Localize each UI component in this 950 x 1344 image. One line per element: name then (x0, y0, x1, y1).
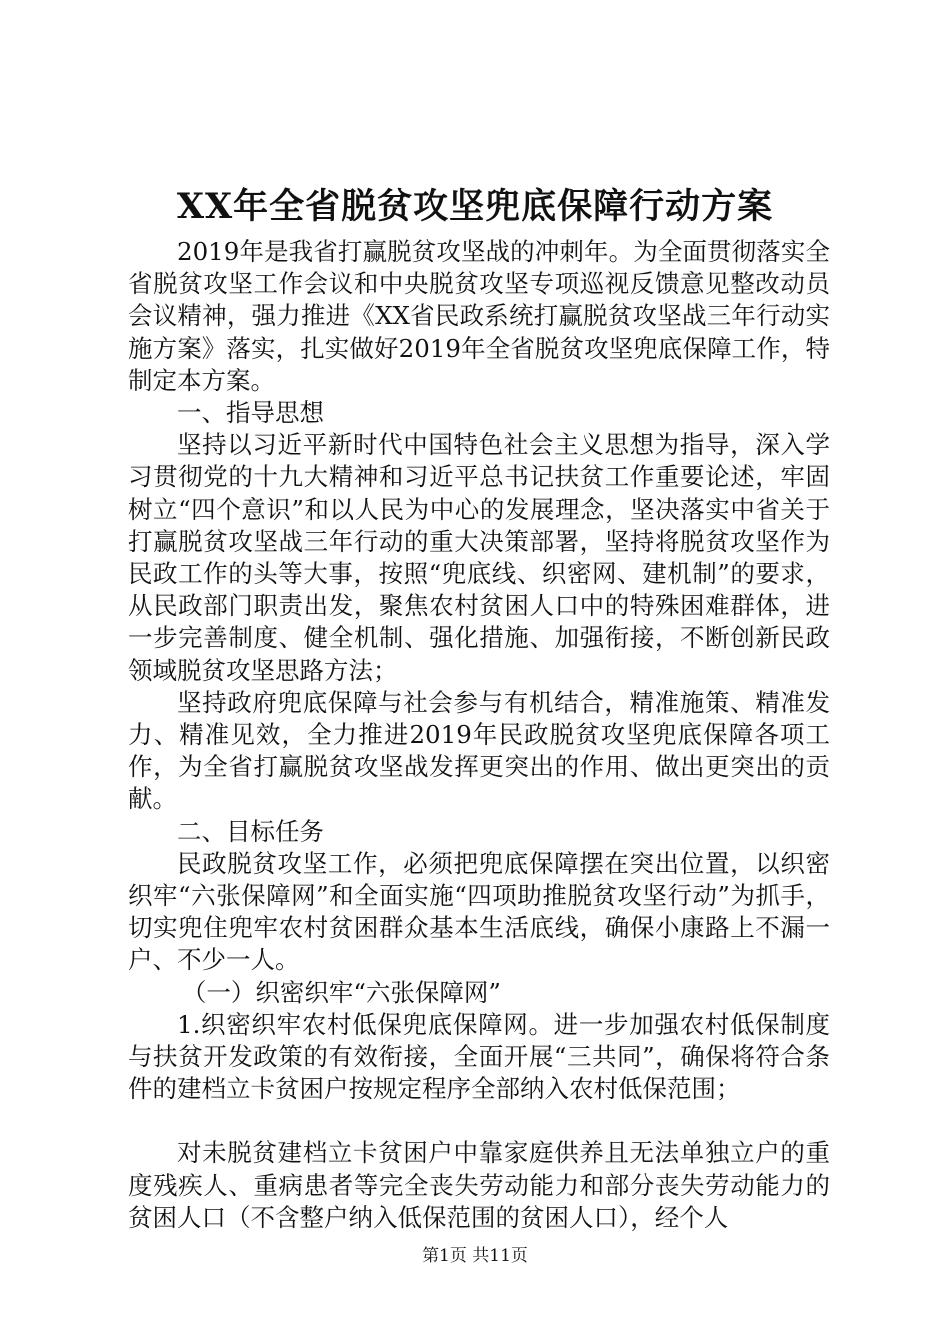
paragraph-goals: 民政脱贫攻坚工作，必须把兜底保障摆在突出位置，以织密织牢“六张保障网”和全面实施“四项助推脱贫攻坚行动”为抓手，切实兜住兜牢农村贫困群众基本生活底线，确保小康路上不漏一户、不少一人。 (128, 848, 830, 975)
page-footer: 第1页 共11页 (422, 1246, 528, 1266)
paragraph-item-1: 1.织密织牢农村低保兜底保障网。进一步加强农村低保制度与扶贫开发政策的有效衔接，全面开展“三共同”，确保将符合条件的建档立卡贫困户按规定程序全部纳入农村低保范围； (128, 1009, 830, 1104)
paragraph-item-1-continued: 对未脱贫建档立卡贫困户中靠家庭供养且无法单独立户的重度残疾人、重病患者等完全丧失劳动能力和部分丧失劳动能力的贫困人口（不含整户纳入低保范围的贫困人口），经个人 (128, 1138, 830, 1232)
paragraph-guiding-ideology: 坚持以习近平新时代中国特色社会主义思想为指导，深入学习贯彻党的十九大精神和习近平总书记扶贫工作重要论述，牢固树立“四个意识”和以人民为中心的发展理念，坚决落实中省关于打赢脱贫攻坚战三年行动的重大决策部署，坚持将脱贫攻坚作为民政工作的头等大事，按照“兜底线、织密网、建机制”的要求，从民政部门职责出发，聚焦农村贫困人口中的特殊困难群体，进一步完善制度、健全机制、强化措施、加强衔接，不断创新民政领域脱贫攻坚思路方法； (128, 430, 830, 685)
paragraph-intro: 2019年是我省打赢脱贫攻坚战的冲刺年。为全面贯彻落实全省脱贫攻坚工作会议和中央脱贫攻坚专项巡视反馈意见整改动员会议精神，强力推进《XX省民政系统打赢脱贫攻坚战三年行动实施方案》落实，扎实做好2019年全省脱贫攻坚兜底保障工作，特制定本方案。 (128, 237, 830, 395)
document-body (128, 236, 830, 1234)
section-heading-goals: 二、目标任务 (177, 816, 324, 846)
subsection-heading-six-nets: （一）织密织牢“六张保障网” (181, 977, 501, 1007)
document-title: XX年全省脱贫攻坚兜底保障行动方案 (176, 186, 774, 227)
section-heading-guiding-ideology: 一、指导思想 (177, 398, 324, 428)
paragraph-guiding-ideology-continued: 坚持政府兜底保障与社会参与有机结合，精准施策、精准发力、精准见效，全力推进2019年民政脱贫攻坚兜底保障各项工作，为全省打赢脱贫攻坚战发挥更突出的作用、做出更突出的贡献。 (128, 687, 830, 814)
